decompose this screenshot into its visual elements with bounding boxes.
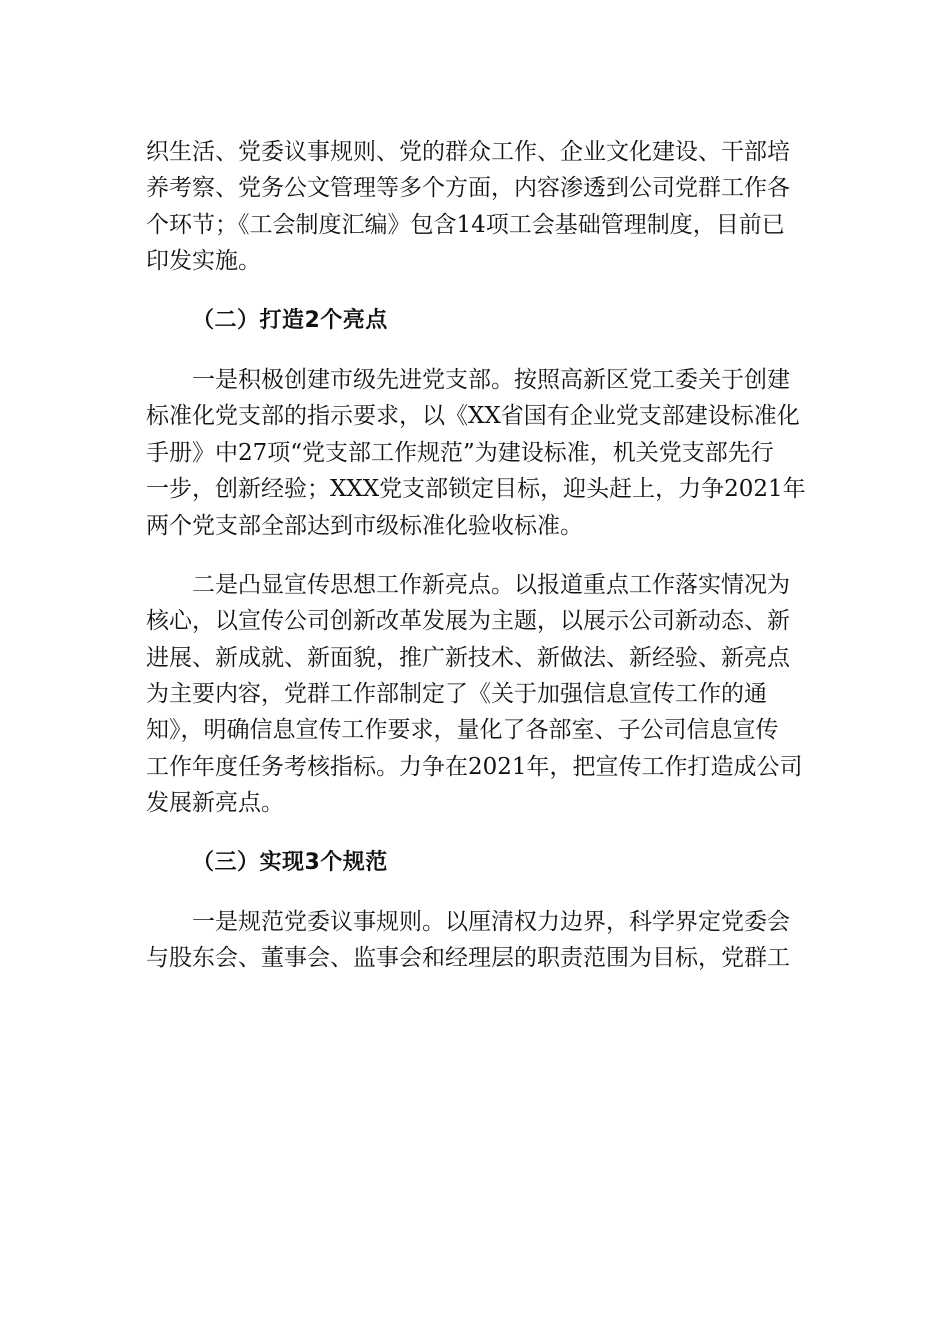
paragraph-publicity <box>146 567 806 822</box>
document-body <box>146 134 806 1000</box>
section-heading-3: （三）实现3个规范 <box>192 849 388 875</box>
text-line: 为主要内容，党群工作部制定了《关于加强信息宣传工作的通 <box>146 681 767 708</box>
text-line: 核心，以宣传公司创新改革发展为主题，以展示公司新动态、新 <box>146 608 790 635</box>
text-line: 发展新亮点。 <box>146 790 284 817</box>
text-line: 个环节；《工会制度汇编》包含14项工会基础管理制度，目前已 <box>146 211 785 238</box>
text-line: 二是凸显宣传思想工作新亮点。以报道重点工作落实情况为 <box>192 571 790 598</box>
text-line: 手册》中27项“党支部工作规范”为建设标准，机关党支部先行 <box>146 439 774 466</box>
section-heading-2: （二）打造2个亮点 <box>192 307 388 333</box>
text-line: 印发实施。 <box>146 248 261 275</box>
text-line: 一步，创新经验；XXX党支部锁定目标，迎头赶上，力争2021年 <box>146 476 806 503</box>
paragraph-continued <box>146 134 806 280</box>
text-line: 一是积极创建市级先进党支部。按照高新区党工委关于创建 <box>192 366 790 393</box>
text-line: 与股东会、董事会、监事会和经理层的职责范围为目标，党群工 <box>146 945 790 972</box>
text-line: 两个党支部全部达到市级标准化验收标准。 <box>146 512 583 539</box>
paragraph-rules <box>146 904 806 977</box>
paragraph-branch-building <box>146 362 806 544</box>
text-line: 标准化党支部的指示要求，以《XX省国有企业党支部建设标准化 <box>146 403 800 430</box>
text-line: 一是规范党委议事规则。以厘清权力边界，科学界定党委会 <box>192 909 790 936</box>
text-line: 知》，明确信息宣传工作要求，量化了各部室、子公司信息宣传 <box>146 717 779 744</box>
text-line: 工作年度任务考核指标。力争在2021年，把宣传工作打造成公司 <box>146 753 803 780</box>
text-line: 养考察、党务公文管理等多个方面，内容渗透到公司党群工作各 <box>146 175 790 202</box>
text-line: 织生活、党委议事规则、党的群众工作、企业文化建设、干部培 <box>146 139 790 165</box>
text-line: 进展、新成就、新面貌，推广新技术、新做法、新经验、新亮点 <box>146 644 790 671</box>
